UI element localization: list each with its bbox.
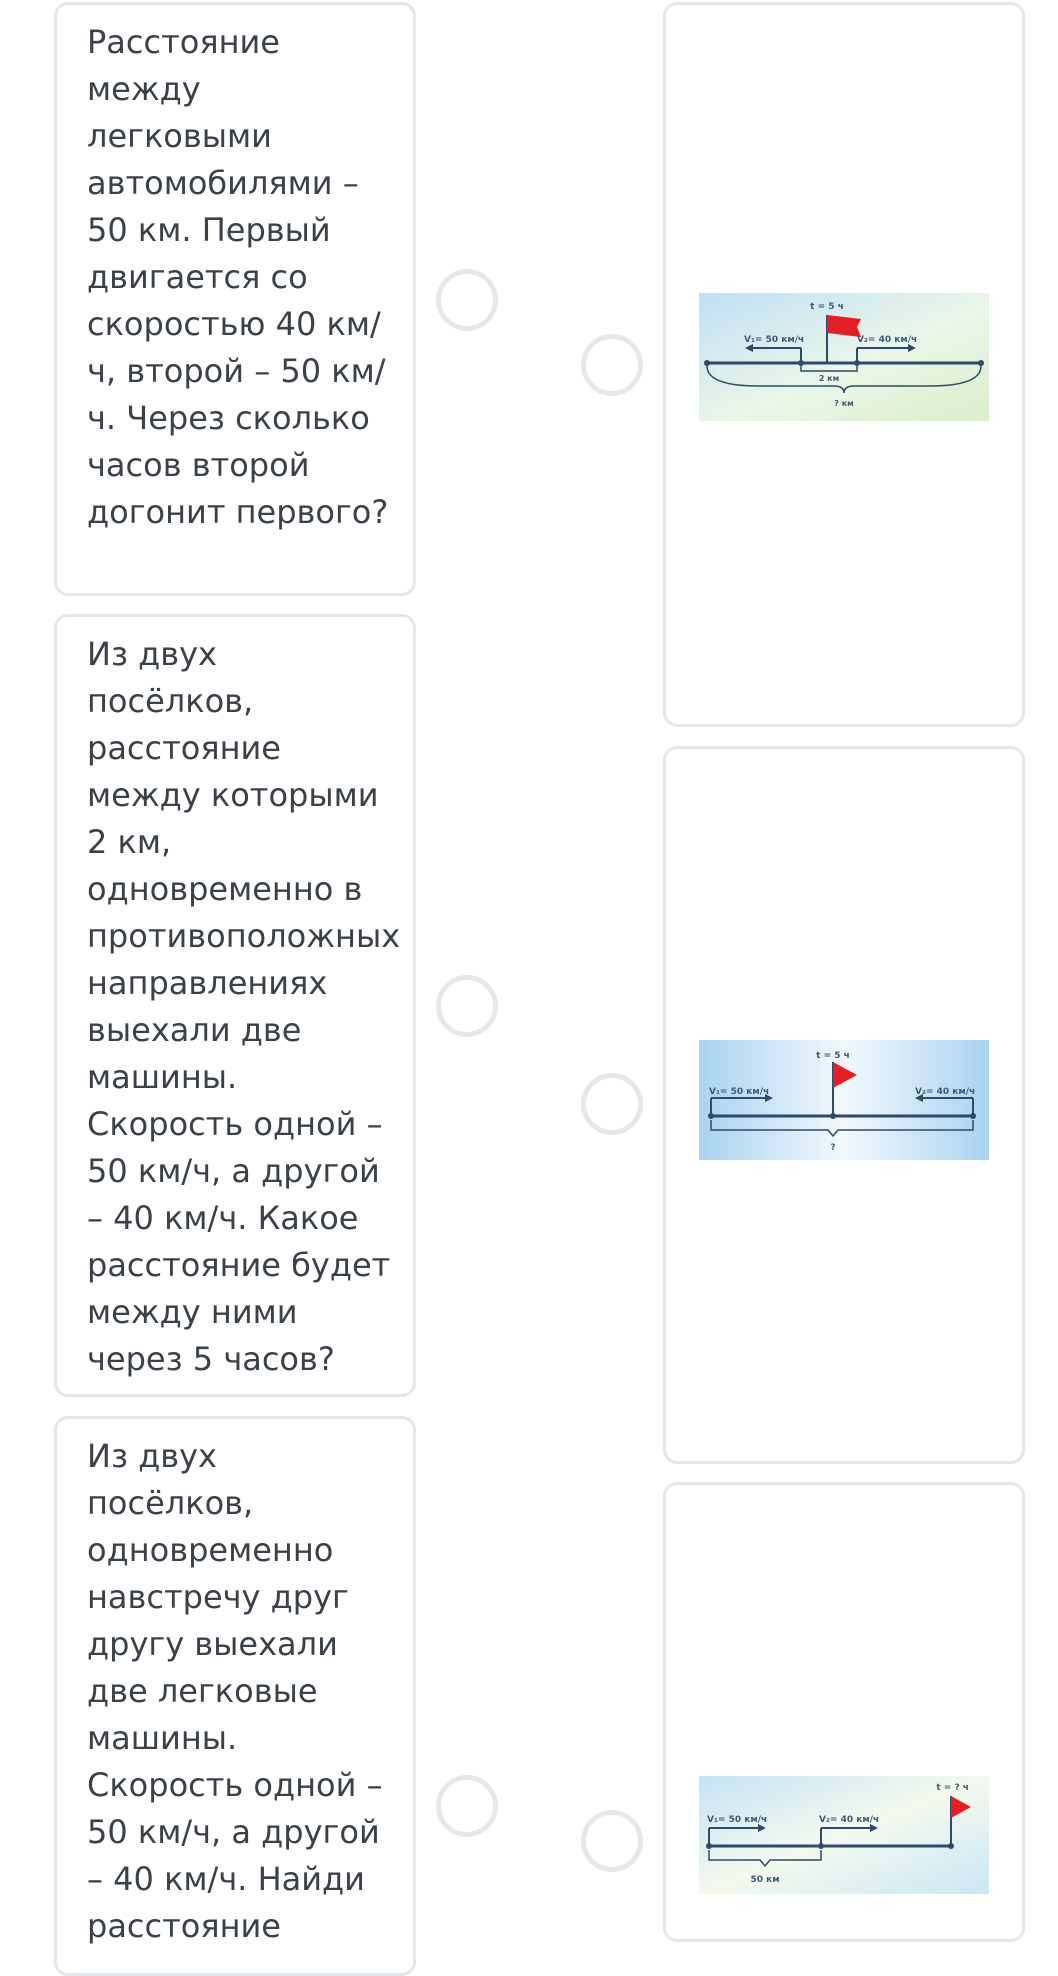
motion-diagram-2	[699, 1040, 989, 1160]
question-match-radio-3[interactable]	[436, 1775, 498, 1837]
time-label: t = 5 ч	[816, 1051, 850, 1061]
diagram-background	[699, 1776, 989, 1894]
answer-match-radio-1[interactable]	[581, 334, 643, 396]
question-text: Из двух посёлков, одновременно навстречу друг другу выехали две легковые машины. Скорость одной – 50 км/ч, а другой – 40 км/ч. Найди расстояние	[87, 1437, 383, 1945]
answer-match-radio-2[interactable]	[581, 1073, 643, 1135]
question-text: Расстояние между легковыми автомобилями – 50 км. Первый двигается со скоростью 40 км/ч, второй – 50 км/ч. Через сколько часов второй догонит первого?	[87, 23, 389, 531]
gap-label: 50 км	[750, 1875, 780, 1885]
question-card-2[interactable]	[54, 614, 416, 1397]
speed-2-label: V₂= 40 км/ч	[857, 335, 918, 345]
speed-2-label: V₂= 40 км/ч	[819, 1815, 880, 1825]
gap-label: 2 км	[818, 374, 840, 383]
time-label: t = 5 ч	[810, 302, 844, 312]
total-label: ?	[830, 1143, 836, 1153]
speed-1-label: V₁= 50 км/ч	[744, 335, 805, 345]
speed-1-label: V₁= 50 км/ч	[709, 1087, 770, 1097]
total-label: ? км	[834, 399, 854, 408]
speed-1-label: V₁= 50 км/ч	[707, 1815, 768, 1825]
question-text: Из двух посёлков, расстояние между которыми 2 км, одновременно в противоположных направлениях выехали две машины. Скорость одной – 50 км/ч, а другой – 40 км/ч. Какое расстояние будет между ними через 5 часов?	[87, 635, 401, 1378]
question-card-1[interactable]	[54, 2, 416, 596]
motion-diagram-1	[699, 293, 989, 421]
time-label: t = ? ч	[936, 1783, 969, 1793]
question-match-radio-2[interactable]	[436, 975, 498, 1037]
answer-match-radio-3[interactable]	[581, 1810, 643, 1872]
question-card-3[interactable]	[54, 1416, 416, 1976]
speed-2-label: V₂= 40 км/ч	[915, 1087, 976, 1097]
motion-diagram-3	[699, 1776, 989, 1894]
question-match-radio-1[interactable]	[436, 269, 498, 331]
